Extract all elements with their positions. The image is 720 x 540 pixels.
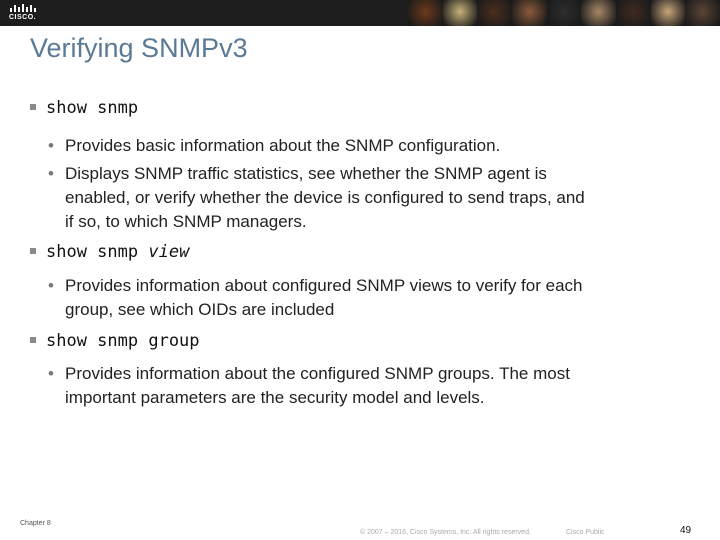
square-bullet-icon [30,248,36,254]
bullet-text: Provides basic information about the SNMP configuration. [65,136,501,155]
bullet-text-line: Provides information about configured SNMP views to verify for each [65,276,583,295]
header-bar [0,0,720,26]
command-show-snmp [30,98,138,118]
header-photo [443,0,478,26]
command-show-snmp-view [30,242,189,262]
bullet-text-line: Provides information about the configured SNMP groups. The most [65,364,570,383]
page-number: 49 [680,525,692,536]
bullet-text-line: Displays SNMP traffic statistics, see whether the SNMP agent is [65,164,547,183]
footer-chapter: Chapter 8 [20,520,51,527]
command-show-snmp-group [30,331,200,351]
header-photo [512,0,547,26]
header-photo-strip [408,0,720,26]
header-photo [477,0,512,26]
command-argument: view [148,242,190,262]
bullet-dot-icon: • [48,164,54,183]
bullet-text-line: group, see which OIDs are included [65,300,335,319]
command-text: show snmp [46,98,139,118]
list-item [48,362,570,410]
header-photo [651,0,686,26]
command-text: show snmp view [46,242,190,262]
footer-copyright: © 2007 – 2016, Cisco Systems, Inc. All rights reserved. [360,529,531,536]
header-photo [616,0,651,26]
logo-text: CISCO. [9,14,37,21]
list-item [48,162,585,234]
bullet-text-line: if so, to which SNMP managers. [65,212,307,231]
header-photo [581,0,616,26]
bullet-dot-icon: • [48,364,54,383]
square-bullet-icon [30,104,36,110]
list-item [48,134,500,158]
bullet-dot-icon: • [48,276,54,295]
square-bullet-icon [30,337,36,343]
footer-classification: Cisco Public [566,529,605,536]
command-text: show snmp group [46,331,200,351]
bullet-text-line: enabled, or verify whether the device is configured to send traps, and [65,188,585,207]
header-photo [685,0,720,26]
slide-title: Verifying SNMPv3 [30,33,248,63]
bullet-dot-icon: • [48,136,54,155]
bullet-text-line: important parameters are the security model and levels. [65,388,485,407]
header-photo [547,0,582,26]
header-photo [408,0,443,26]
list-item [48,274,583,322]
